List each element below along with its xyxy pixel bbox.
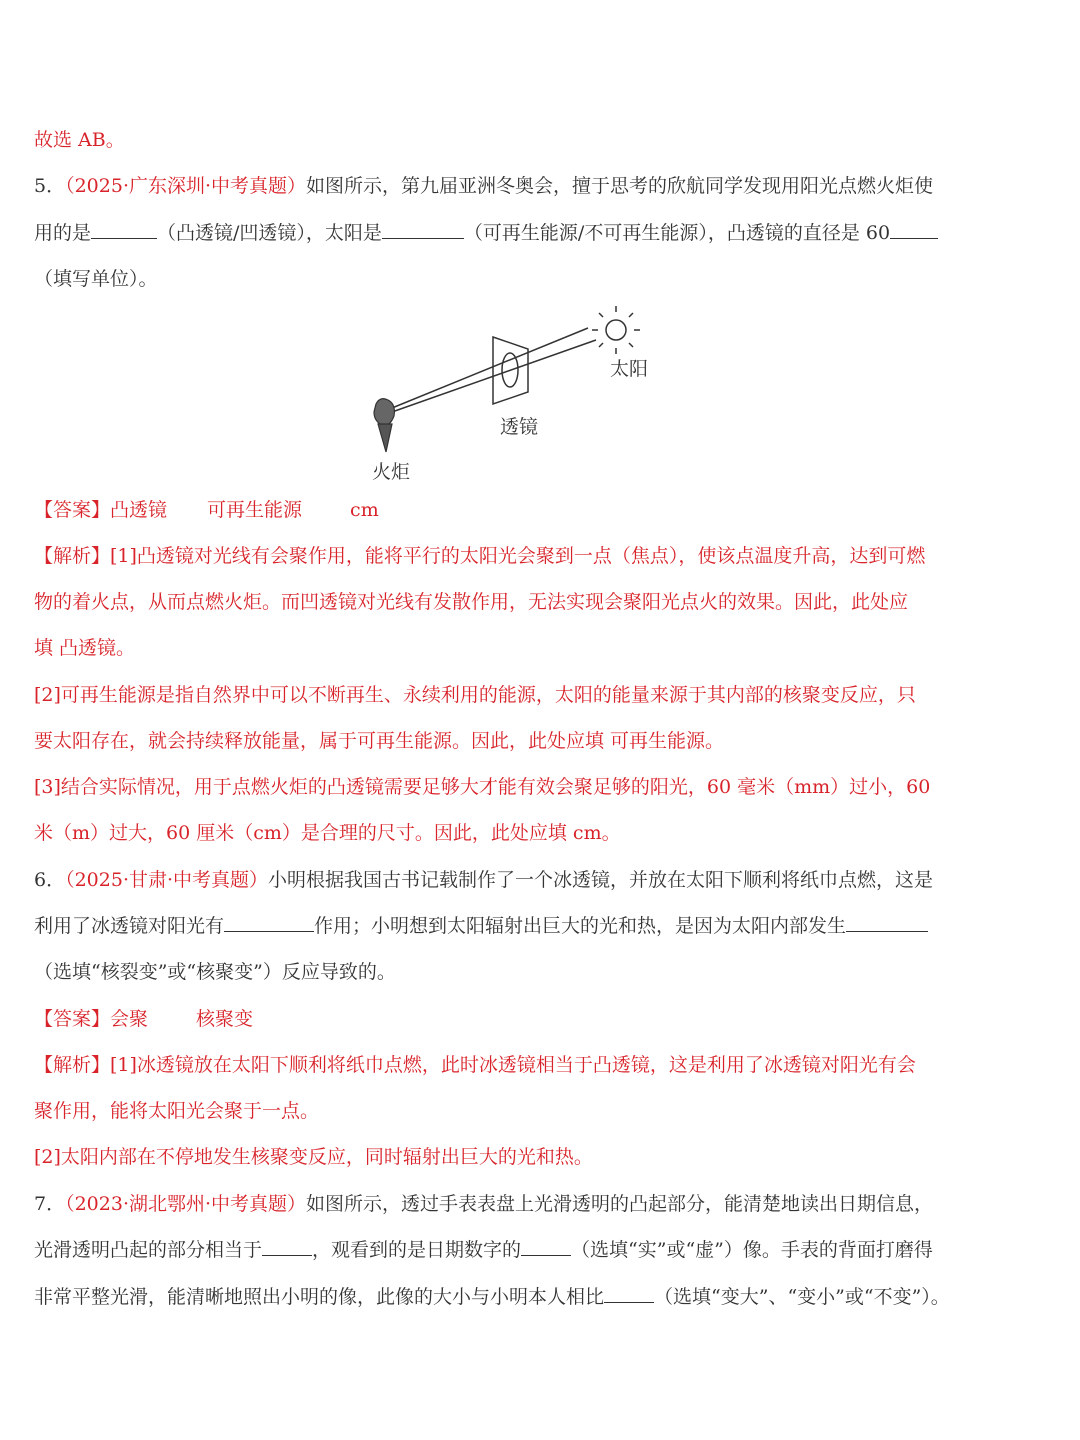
sun-icon [592, 306, 640, 354]
q5-analysis-line-7: 米（m）过大，60 厘米（cm）是合理的尺寸。因此，此处应填 cm。 [34, 822, 621, 844]
q6-stem-2a: 利用了冰透镜对阳光有 [34, 915, 225, 937]
q6-line-1 [34, 866, 933, 894]
q5-blank-2[interactable] [382, 220, 464, 239]
q6-source: （2025·甘肃·中考真题） [65, 869, 269, 891]
light-ray-lower [392, 340, 596, 412]
q5-answer-2: 可再生能源 [207, 499, 303, 521]
q7-blank-1[interactable] [262, 1237, 312, 1256]
q6-stem-2b: 作用；小明想到太阳辐射出巨大的光和热，是因为太阳内部发生 [314, 915, 847, 937]
q5-answer-3: cm [350, 499, 379, 521]
q7-blank-3[interactable] [604, 1284, 654, 1303]
q7-line-3 [34, 1283, 950, 1311]
q5-stem-2c: （可再生能源/不可再生能源），凸透镜的直径是 60 [463, 222, 891, 244]
q5-analysis-line-2: 物的着火点，从而点燃火炬。而凹透镜对光线有发散作用，无法实现会聚阳光点火的效果。因此，此处应 [34, 591, 909, 613]
q7-number: 7． [34, 1193, 66, 1215]
q5-source: （2025·广东深圳·中考真题） [65, 175, 307, 197]
q5-line-2 [34, 219, 938, 247]
q6-line-3: （选填“核裂变”或“核聚变”）反应导致的。 [34, 961, 396, 983]
q7-stem-2a: 光滑透明凸起的部分相当于 [34, 1239, 263, 1261]
q5-stem-2b: （凸透镜/凹透镜），太阳是 [157, 222, 382, 244]
q5-stem-2a: 用的是 [34, 222, 92, 244]
previous-conclusion: 故选 AB。 [34, 129, 125, 151]
q6-answer-1: 会聚 [110, 1008, 149, 1030]
q6-answer-2: 核聚变 [196, 1008, 254, 1030]
lens-torch-diagram [340, 300, 680, 490]
q7-blank-2[interactable] [521, 1237, 571, 1256]
q5-answer [34, 496, 379, 524]
q5-number: 5． [34, 175, 66, 197]
q6-blank-1[interactable] [224, 913, 314, 932]
q5-line-1 [34, 172, 933, 200]
q5-analysis-line-3: 填 凸透镜。 [34, 637, 136, 659]
q6-answer-tag: 【答案】 [34, 1008, 111, 1030]
q5-analysis-line-6: [3]结合实际情况，用于点燃火炬的凸透镜需要足够大才能有效会聚足够的阳光，60 毫米（mm）过小，60 [34, 776, 931, 798]
q5-line-3: （填写单位）。 [34, 268, 158, 290]
lens-label: 透镜 [500, 416, 539, 438]
q6-stem-1: 小明根据我国古书记载制作了一个冰透镜，并放在太阳下顺利将纸巾点燃，这是 [268, 869, 934, 891]
q5-analysis-line-5: 要太阳存在，就会持续释放能量，属于可再生能源。因此，此处应填 可再生能源。 [34, 730, 725, 752]
q7-stem-3a: 非常平整光滑，能清晰地照出小明的像，此像的大小与小明本人相比 [34, 1286, 605, 1308]
q6-answer [34, 1005, 253, 1033]
q6-analysis-line-1 [34, 1051, 916, 1079]
q5-analysis-tag: 【解析】 [34, 545, 111, 567]
q7-stem-2b: ，观看到的是日期数字的 [312, 1239, 522, 1261]
q6-analysis-tag: 【解析】 [34, 1054, 111, 1076]
q5-answer-tag: 【答案】 [34, 499, 111, 521]
q6-blank-2[interactable] [846, 913, 928, 932]
q7-stem-2c: （选填“实”或“虚”）像。手表的背面打磨得 [571, 1239, 933, 1261]
q5-blank-3[interactable] [890, 220, 938, 239]
q7-stem-1: 如图所示，透过手表表盘上光滑透明的凸起部分，能清楚地读出日期信息， [306, 1193, 934, 1215]
q6-analysis-line-2: 聚作用，能将太阳光会聚于一点。 [34, 1100, 320, 1122]
light-ray-upper [392, 328, 588, 408]
q6-analysis-text-1: [1]冰透镜放在太阳下顺利将纸巾点燃，此时冰透镜相当于凸透镜，这是利用了冰透镜对阳光有会 [110, 1054, 916, 1076]
q6-line-2 [34, 912, 928, 940]
q5-analysis-line-1 [34, 542, 925, 570]
sun-label: 太阳 [610, 358, 649, 380]
q5-analysis-text-1: [1]凸透镜对光线有会聚作用，能将平行的太阳光会聚到一点（焦点），使该点温度升高，达到可燃 [110, 545, 926, 567]
q5-analysis-line-4: [2]可再生能源是指自然界中可以不断再生、永续利用的能源，太阳的能量来源于其内部的核聚变反应，只 [34, 684, 916, 706]
q5-blank-1[interactable] [91, 220, 157, 239]
q5-answer-1: 凸透镜 [110, 499, 168, 521]
torch-label: 火炬 [372, 461, 411, 483]
q5-stem-1: 如图所示，第九届亚洲冬奥会，擅于思考的欣航同学发现用阳光点燃火炬使 [306, 175, 934, 197]
torch-icon [374, 399, 394, 452]
q7-source: （2023·湖北鄂州·中考真题） [65, 1193, 307, 1215]
q7-stem-3b: （选填“变大”、“变小”或“不变”）。 [654, 1286, 950, 1308]
q6-analysis-line-3: [2]太阳内部在不停地发生核聚变反应，同时辐射出巨大的光和热。 [34, 1146, 593, 1168]
q6-number: 6． [34, 869, 66, 891]
q7-line-1 [34, 1190, 933, 1218]
q7-line-2 [34, 1236, 933, 1264]
